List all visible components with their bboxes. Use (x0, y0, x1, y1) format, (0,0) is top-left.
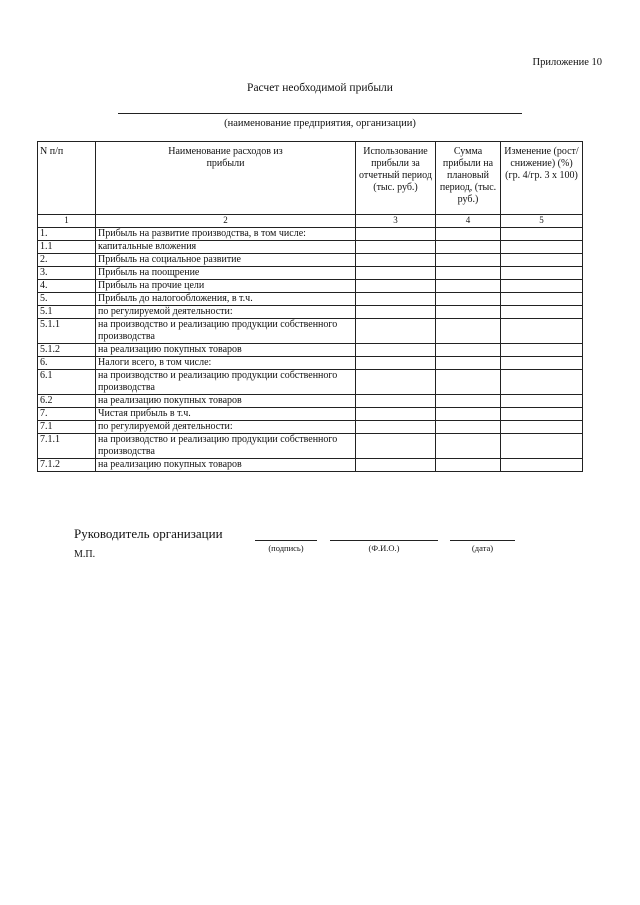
cell-used[interactable] (356, 459, 436, 472)
row-code: 1. (38, 228, 96, 241)
cell-change[interactable] (501, 344, 583, 357)
table-row (38, 434, 583, 459)
cell-used[interactable] (356, 319, 436, 344)
cell-planned[interactable] (436, 254, 501, 267)
table-row (38, 370, 583, 395)
column-number-row (38, 215, 583, 228)
table-row (38, 459, 583, 472)
row-name: на реализацию покупных товаров (96, 459, 356, 472)
column-number: 2 (96, 215, 356, 228)
table-header-row (38, 142, 583, 215)
cell-used[interactable] (356, 357, 436, 370)
signature-caption: (подпись) (268, 543, 304, 553)
row-name: Прибыль на поощрение (96, 267, 356, 280)
table-row (38, 293, 583, 306)
column-number: 1 (38, 215, 96, 228)
cell-planned[interactable] (436, 267, 501, 280)
cell-planned[interactable] (436, 370, 501, 395)
row-code: 2. (38, 254, 96, 267)
row-name: по регулируемой деятельности: (96, 421, 356, 434)
cell-used[interactable] (356, 267, 436, 280)
cell-planned[interactable] (436, 319, 501, 344)
row-name: Прибыль до налогообложения, в т.ч. (96, 293, 356, 306)
cell-change[interactable] (501, 280, 583, 293)
cell-change[interactable] (501, 241, 583, 254)
date-line[interactable] (450, 540, 515, 541)
header-used: Использование прибыли за отчетный период (тыс. руб.) (356, 142, 436, 215)
table-row (38, 408, 583, 421)
fio-line[interactable] (330, 540, 438, 541)
cell-used[interactable] (356, 434, 436, 459)
cell-planned[interactable] (436, 421, 501, 434)
cell-planned[interactable] (436, 344, 501, 357)
organization-caption: (наименование предприятия, организации) (224, 118, 416, 129)
cell-used[interactable] (356, 421, 436, 434)
document-title: Расчет необходимой прибыли (247, 82, 393, 94)
cell-used[interactable] (356, 408, 436, 421)
cell-used[interactable] (356, 306, 436, 319)
column-number: 5 (501, 215, 583, 228)
cell-planned[interactable] (436, 459, 501, 472)
cell-change[interactable] (501, 357, 583, 370)
row-name: на реализацию покупных товаров (96, 344, 356, 357)
column-number: 3 (356, 215, 436, 228)
fio-caption: (Ф.И.О.) (368, 543, 400, 553)
row-code: 4. (38, 280, 96, 293)
head-of-organization-label: Руководитель организации (74, 526, 223, 541)
appendix-label: Приложение 10 (532, 57, 602, 68)
row-name: Чистая прибыль в т.ч. (96, 408, 356, 421)
stamp-placeholder: М.П. (74, 549, 96, 560)
row-code: 7.1.2 (38, 459, 96, 472)
table-row (38, 254, 583, 267)
cell-planned[interactable] (436, 306, 501, 319)
cell-change[interactable] (501, 459, 583, 472)
cell-planned[interactable] (436, 357, 501, 370)
cell-change[interactable] (501, 395, 583, 408)
cell-planned[interactable] (436, 408, 501, 421)
table-row (38, 267, 583, 280)
cell-change[interactable] (501, 293, 583, 306)
row-code: 6.1 (38, 370, 96, 395)
cell-used[interactable] (356, 228, 436, 241)
row-name: на производство и реализацию продукции собственного производства (96, 319, 356, 344)
row-code: 7. (38, 408, 96, 421)
cell-change[interactable] (501, 306, 583, 319)
row-code: 1.1 (38, 241, 96, 254)
date-caption: (дата) (471, 543, 494, 553)
cell-planned[interactable] (436, 241, 501, 254)
cell-change[interactable] (501, 434, 583, 459)
row-name: на производство и реализацию продукции собственного производства (96, 370, 356, 395)
row-code: 6.2 (38, 395, 96, 408)
row-name: по регулируемой деятельности: (96, 306, 356, 319)
cell-planned[interactable] (436, 293, 501, 306)
cell-used[interactable] (356, 241, 436, 254)
cell-planned[interactable] (436, 228, 501, 241)
table-row (38, 306, 583, 319)
cell-change[interactable] (501, 254, 583, 267)
cell-used[interactable] (356, 370, 436, 395)
cell-change[interactable] (501, 421, 583, 434)
table-row (38, 319, 583, 344)
cell-change[interactable] (501, 370, 583, 395)
cell-used[interactable] (356, 293, 436, 306)
header-name-text: Наименование расходов из прибыли (168, 146, 283, 169)
cell-planned[interactable] (436, 280, 501, 293)
row-name: на реализацию покупных товаров (96, 395, 356, 408)
header-change: Изменение (рост/ снижение) (%) (гр. 4/гр. 3 x 100) (501, 142, 583, 215)
row-code: 5.1.2 (38, 344, 96, 357)
table-row (38, 280, 583, 293)
row-code: 6. (38, 357, 96, 370)
cell-planned[interactable] (436, 434, 501, 459)
row-name: Налоги всего, в том числе: (96, 357, 356, 370)
row-name: на производство и реализацию продукции собственного производства (96, 434, 356, 459)
cell-change[interactable] (501, 319, 583, 344)
row-name: Прибыль на социальное развитие (96, 254, 356, 267)
table-row (38, 228, 583, 241)
table-row (38, 344, 583, 357)
cell-used[interactable] (356, 254, 436, 267)
row-code: 5.1.1 (38, 319, 96, 344)
row-code: 5. (38, 293, 96, 306)
row-name: капитальные вложения (96, 241, 356, 254)
column-number: 4 (436, 215, 501, 228)
row-code: 7.1 (38, 421, 96, 434)
row-name: Прибыль на развитие производства, в том числе: (96, 228, 356, 241)
header-planned: Сумма прибыли на плановый период, (тыс. руб.) (436, 142, 501, 215)
header-num: N п/п (38, 142, 96, 215)
cell-used[interactable] (356, 395, 436, 408)
table-row (38, 357, 583, 370)
row-code: 5.1 (38, 306, 96, 319)
signature-line[interactable] (255, 540, 317, 541)
cell-change[interactable] (501, 228, 583, 241)
cell-change[interactable] (501, 408, 583, 421)
cell-change[interactable] (501, 267, 583, 280)
table-row (38, 395, 583, 408)
cell-used[interactable] (356, 344, 436, 357)
table-row (38, 241, 583, 254)
header-name (96, 142, 356, 215)
cell-used[interactable] (356, 280, 436, 293)
row-code: 7.1.1 (38, 434, 96, 459)
row-name: Прибыль на прочие цели (96, 280, 356, 293)
row-code: 3. (38, 267, 96, 280)
organization-name-line (118, 113, 522, 114)
table-row (38, 421, 583, 434)
cell-planned[interactable] (436, 395, 501, 408)
profit-calculation-table (37, 141, 583, 472)
